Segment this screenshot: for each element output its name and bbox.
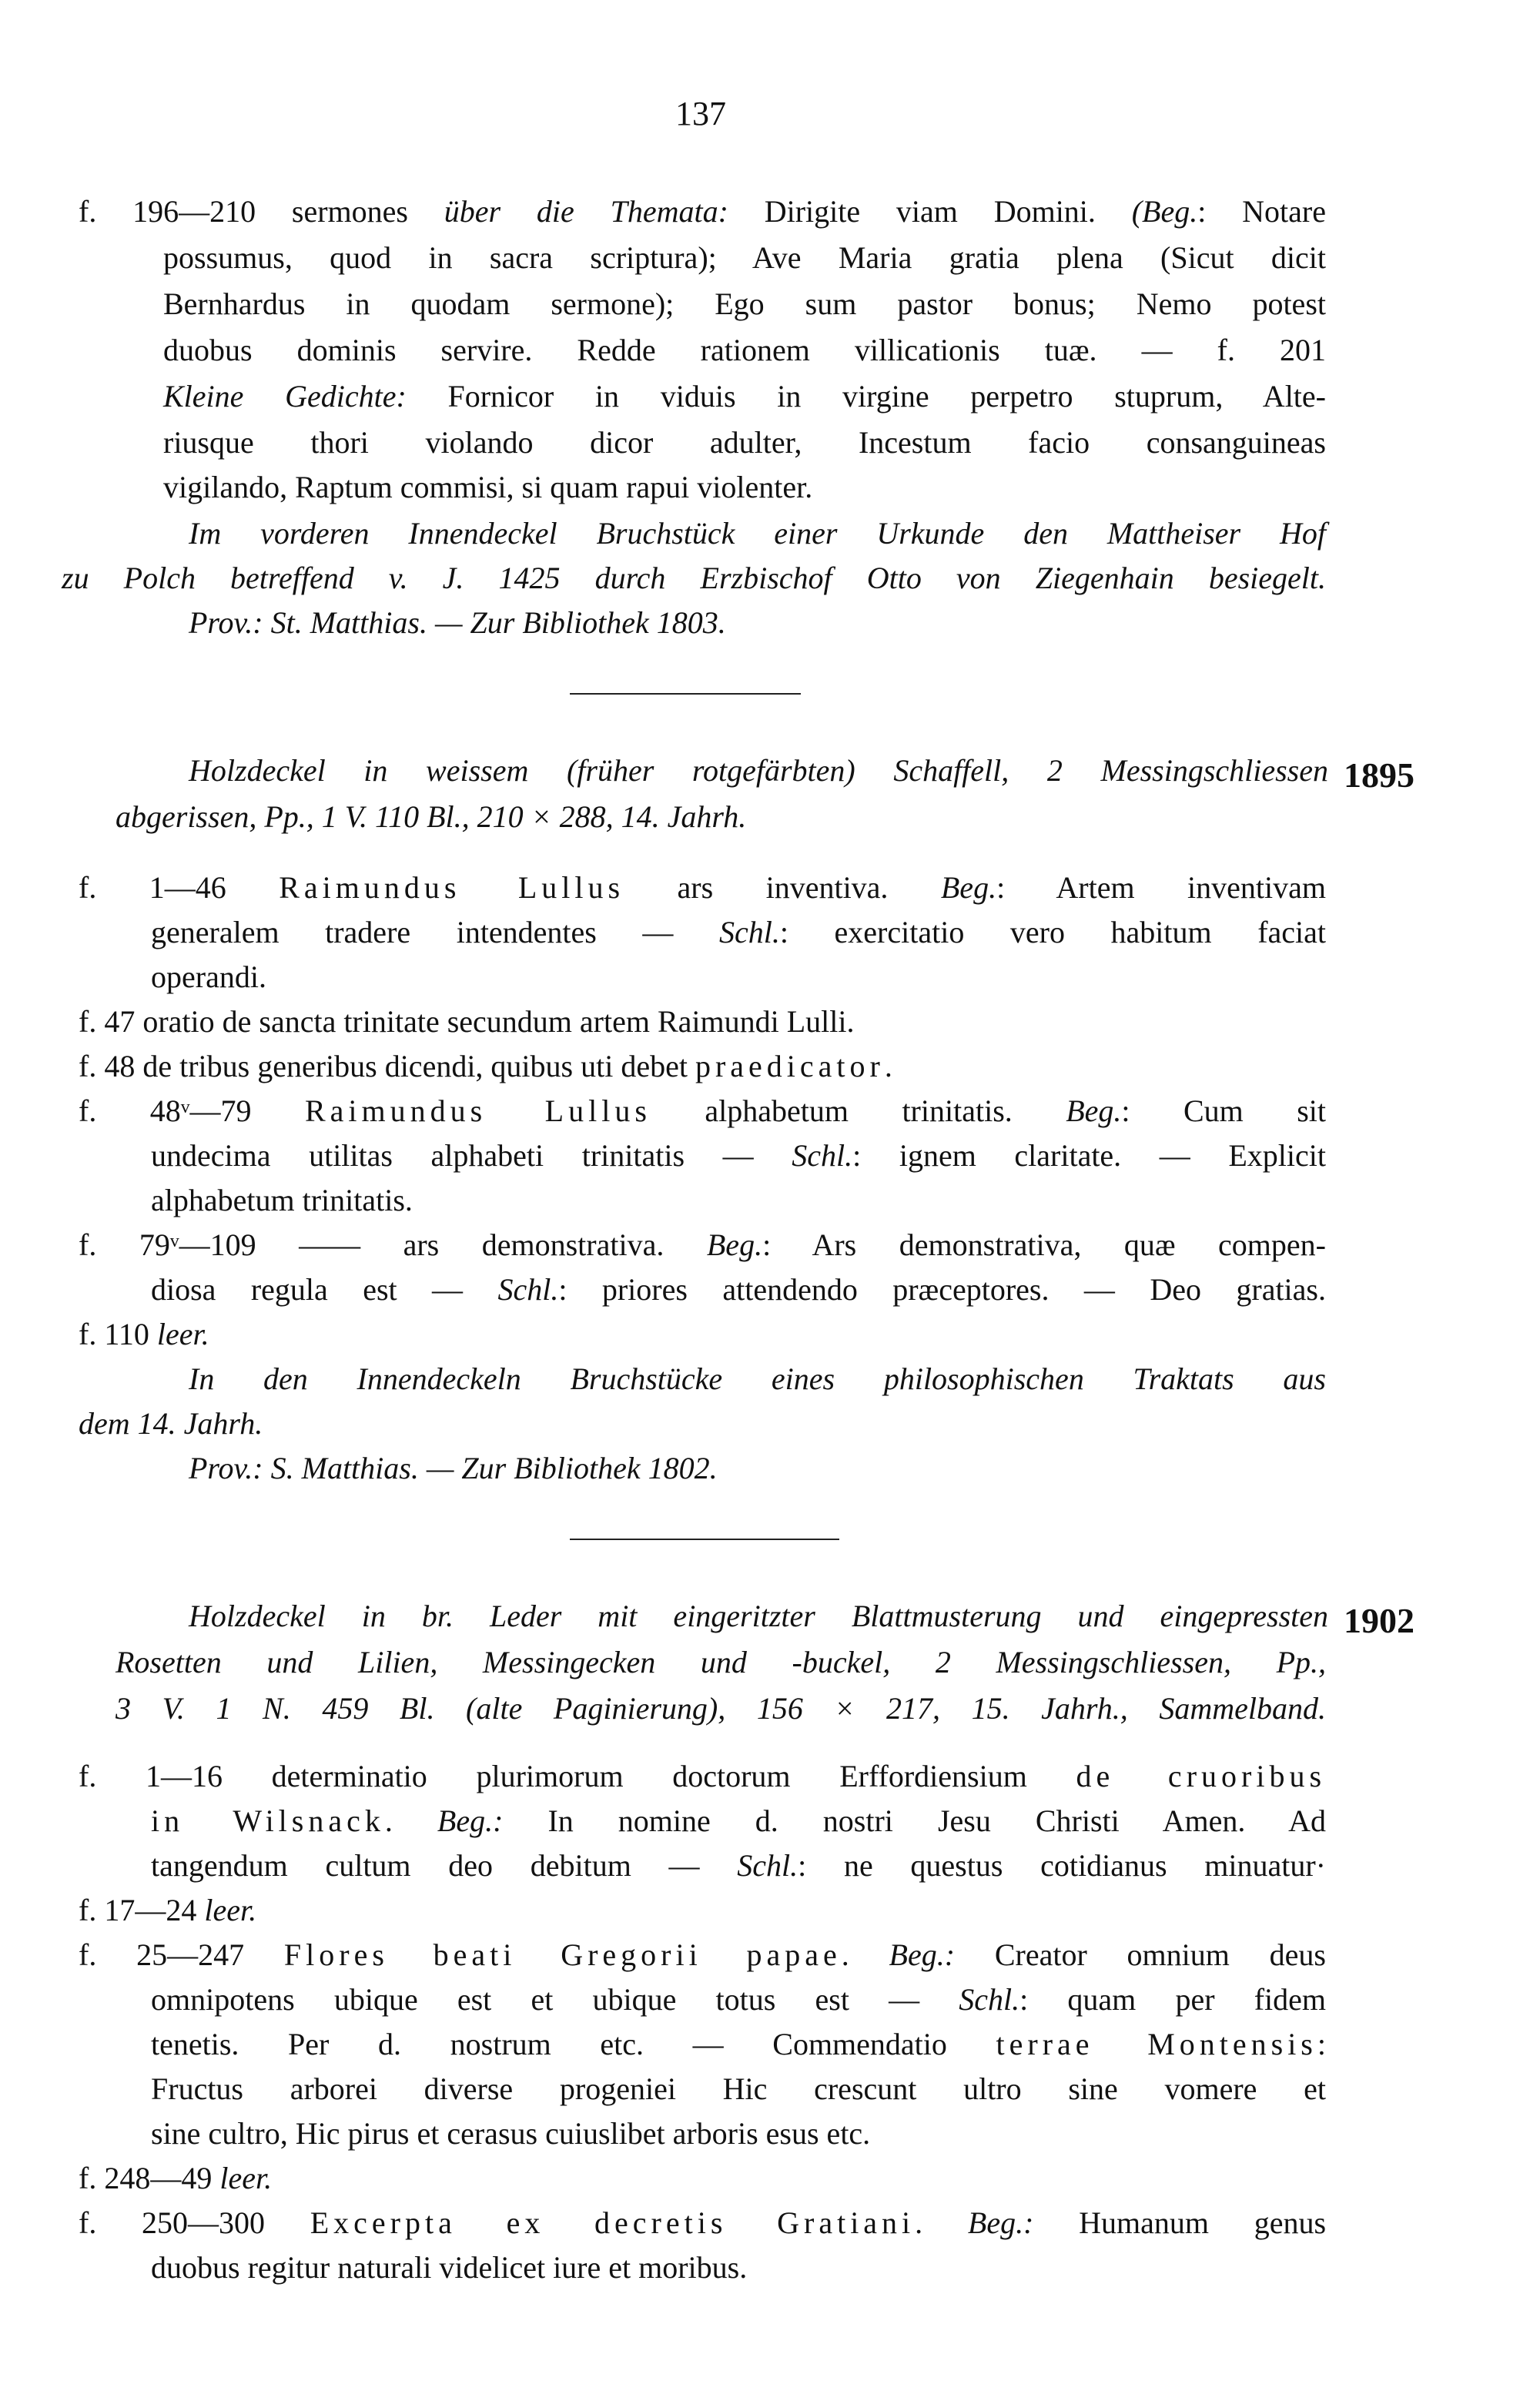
- entry-line: Bernhardus in quodam sermone); Ego sum pastor bonus; Nemo potest: [163, 286, 1326, 321]
- entry-line: riusque thori violando dicor adulter, Incestum facio consanguineas: [163, 425, 1326, 460]
- entry-line: Fructus arborei diverse progeniei Hic crescunt ultro sine vomere et: [151, 2071, 1326, 2106]
- entry-line: diosa regula est — Schl.: priores attendendo præceptores. — Deo gratias.: [151, 1272, 1326, 1307]
- shelf-number: 1902: [1344, 1601, 1414, 1640]
- note-line: dem 14. Jahrh.: [79, 1406, 263, 1441]
- entry-line: possumus, quod in sacra scriptura); Ave Maria gratia plena (Sicut dicit: [163, 240, 1326, 275]
- provenance-line: Prov.: S. Matthias. — Zur Bibliothek 1802.: [189, 1451, 718, 1485]
- entry-line: f. 79ᵛ—109 —— ars demonstrativa. Beg.: Ars demonstrativa, quæ compen-: [79, 1227, 1326, 1262]
- header-line: Rosetten und Lilien, Messingecken und -buckel, 2 Messingschliessen, Pp.,: [116, 1645, 1326, 1679]
- shelf-number: 1895: [1344, 755, 1414, 795]
- note-line: Im vorderen Innendeckel Bruchstück einer Urkunde den Mattheiser Hof: [189, 516, 1326, 551]
- entry-line: f. 248—49 leer.: [79, 2161, 273, 2195]
- header-line: abgerissen, Pp., 1 V. 110 Bl., 210 × 288, 14. Jahrh.: [116, 799, 747, 834]
- header-line: Holzdeckel in weissem (früher rotgefärbten) Schaffell, 2 Messingschliessen: [189, 753, 1328, 788]
- entry-line: undecima utilitas alphabeti trinitatis — Schl.: ignem claritate. — Explicit: [151, 1138, 1327, 1173]
- header-line: 3 V. 1 N. 459 Bl. (alte Paginierung), 156 × 217, 15. Jahrh., Sammelband.: [116, 1691, 1326, 1726]
- entry-line: tenetis. Per d. nostrum etc. — Commendatio terrae Montensis:: [151, 2027, 1326, 2061]
- entry-line: f. 1—46 Raimundus Lullus ars inventiva. Beg.: Artem inventivam: [79, 870, 1326, 905]
- entry-line: f. 48 de tribus generibus dicendi, quibus uti debet praedicator.: [79, 1049, 892, 1083]
- entry-line: f. 48ᵛ—79 Raimundus Lullus alphabetum trinitatis. Beg.: Cum sit: [79, 1093, 1327, 1128]
- provenance-line: Prov.: St. Matthias. — Zur Bibliothek 1803.: [189, 605, 726, 640]
- entry-line: Kleine Gedichte: Fornicor in viduis in virgine perpetro stuprum, Alte-: [163, 379, 1326, 414]
- entry-line: f. 110 leer.: [79, 1317, 209, 1351]
- entry-line: f. 47 oratio de sancta trinitate secundum artem Raimundi Lulli.: [79, 1004, 855, 1039]
- entry-line: generalem tradere intendentes — Schl.: exercitatio vero habitum faciat: [151, 915, 1326, 949]
- section-divider: [570, 693, 801, 695]
- entry-line: f. 250—300 Excerpta ex decretis Gratiani. Beg.: Humanum genus: [79, 2205, 1327, 2240]
- entry-line: alphabetum trinitatis.: [151, 1183, 413, 1217]
- header-line: Holzdeckel in br. Leder mit eingeritzter Blattmusterung und eingepressten: [189, 1599, 1328, 1633]
- entry-line: f. 196—210 sermones über die Themata: Dirigite viam Domini. (Beg.: Notare: [79, 194, 1326, 229]
- entry-line: vigilando, Raptum commisi, si quam rapui violenter.: [163, 470, 813, 504]
- entry-line: operandi.: [151, 959, 266, 994]
- entry-line: duobus regitur naturali videlicet iure et moribus.: [151, 2250, 748, 2285]
- note-line: zu Polch betreffend v. J. 1425 durch Erzbischof Otto von Ziegenhain besiegelt.: [62, 561, 1326, 595]
- entry-line: duobus dominis servire. Redde rationem villicationis tuæ. — f. 201: [163, 333, 1326, 367]
- note-line: In den Innendeckeln Bruchstücke eines philosophischen Traktats aus: [189, 1361, 1326, 1396]
- entry-line: in Wilsnack. Beg.: In nomine d. nostri Jesu Christi Amen. Ad: [151, 1803, 1327, 1838]
- entry-line: f. 1—16 determinatio plurimorum doctorum Erffordiensium de cruoribus: [79, 1759, 1327, 1793]
- entry-line: tangendum cultum deo debitum — Schl.: ne questus cotidianus minuatur·: [151, 1848, 1326, 1883]
- entry-line: f. 17—24 leer.: [79, 1893, 257, 1927]
- page-number: 137: [675, 95, 726, 132]
- entry-line: sine cultro, Hic pirus et cerasus cuiuslibet arboris esus etc.: [151, 2116, 871, 2151]
- section-divider: [570, 1539, 839, 1540]
- entry-line: f. 25—247 Flores beati Gregorii papae. Beg.: Creator omnium deus: [79, 1937, 1326, 1972]
- entry-line: omnipotens ubique est et ubique totus est — Schl.: quam per fidem: [151, 1982, 1326, 2017]
